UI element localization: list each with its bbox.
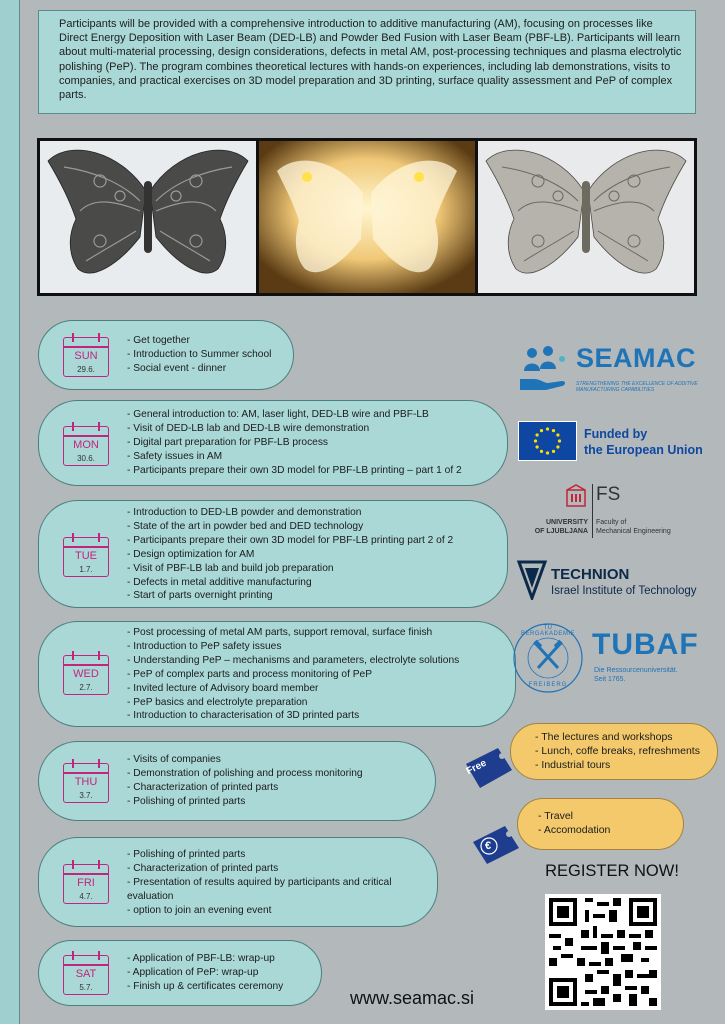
day-name: MON [73, 439, 99, 451]
technion-logo [517, 560, 717, 604]
list-item: - Presentation of results aquired by participants and critical evaluation [127, 876, 427, 904]
butterfly-photo-raw [40, 141, 256, 293]
fs-letters: FS [596, 484, 621, 505]
list-item: - Defects in metal additive manufacturing [127, 576, 453, 590]
intro-paragraph: Participants will be provided with a comprehensive introduction to additive manufacturing (AM), focusing on processes like Direct Energy Deposition with Laser Beam (DED-LB) and Powder Bed Fusion with Laser Beam (PBF-LB). Participants will learn about multi-material processing, design considerations, defects in metal AM, post-processing techniques and plasma electrolytic polishing (PeP). The program combines theoretical lectures with hands-on experiences, including lab demonstrations, visits to companies, and practical exercises on 3D model preparation and 3D printing, surface quality assessment and PeP of complex parts. [59, 18, 682, 102]
day-name: TUE [75, 550, 97, 562]
list-item: - Characterization of printed parts [127, 781, 363, 795]
list-item: - Design optimization for AM [127, 548, 453, 562]
butterfly-dark-image [40, 141, 256, 293]
costs-box [517, 798, 684, 850]
intro-text-box [38, 10, 696, 114]
calendar-icon [61, 649, 111, 695]
people-hand-icon [518, 345, 570, 393]
list-item: - Industrial tours [535, 759, 700, 773]
list-item: - Finish up & certificates ceremony [127, 980, 283, 994]
university-building-icon [564, 484, 588, 508]
day-name: SUN [74, 350, 98, 362]
list-item: - Accomodation [538, 824, 610, 838]
day-date: 3.7. [79, 791, 93, 800]
uni-line: OF LJUBLJANA [534, 528, 588, 535]
list-item: - Digital part preparation for PBF-LB process [127, 436, 462, 450]
day-card-mon [38, 400, 508, 486]
day-card-sun [38, 320, 294, 390]
website-url[interactable]: www.seamac.si [350, 988, 475, 1008]
technion-name: TECHNION [551, 566, 630, 583]
faculty-line: Faculty of [596, 519, 627, 526]
euro-price-tag-icon [467, 822, 523, 868]
tubaf-subtitle [594, 666, 678, 684]
ul-fs-logo [530, 484, 715, 544]
list-item: - Introduction to Summer school [127, 348, 271, 362]
list-item: - State of the art in powder bed and DED technology [127, 520, 453, 534]
seamac-tagline-line: MANUFACTURING CAPABILITIES [576, 387, 655, 393]
list-item: - Application of PeP: wrap-up [127, 966, 283, 980]
seamac-logo [518, 343, 718, 399]
butterfly-photo-strip [37, 138, 697, 296]
list-item: - Get together [127, 334, 271, 348]
uni-line: UNIVERSITY [545, 519, 588, 526]
technion-emblem-icon [517, 560, 547, 600]
list-item: - The lectures and workshops [535, 731, 700, 745]
list-item: - Participants prepare their own 3D model for PBF-LB printing part 2 of 2 [127, 534, 453, 548]
list-item: - Introduction to PeP safety issues [127, 640, 459, 654]
tubaf-title: TUBAF [592, 628, 699, 661]
list-item: - Introduction to DED-LB powder and demonstration [127, 506, 453, 520]
day-card-wed [38, 621, 516, 727]
left-decorative-strip [0, 0, 20, 1024]
list-item: - Polishing of printed parts [127, 795, 363, 809]
list-item: - PeP basics and electrolyte preparation [127, 696, 459, 710]
free-includes-box [510, 723, 718, 780]
day-date: 1.7. [79, 565, 93, 574]
list-item: - Participants prepare their own 3D model for PBF-LB printing – part 1 of 2 [127, 464, 462, 478]
free-tag-label: Free [464, 757, 489, 778]
list-item: - Polishing of printed parts [127, 848, 427, 862]
day-date: 4.7. [79, 892, 93, 901]
calendar-icon [61, 949, 111, 995]
seamac-tagline-line: STRENGTHENING THE EXCELLENCE OF ADDITIVE [576, 381, 698, 387]
calendar-icon [61, 858, 111, 904]
day-date: 5.7. [79, 983, 93, 992]
list-item: - General introduction to: AM, laser light, DED-LB wire and PBF-LB [127, 408, 462, 422]
day-card-sat [38, 940, 322, 1006]
list-item: - Social event - dinner [127, 362, 271, 376]
seamac-tagline [576, 381, 698, 393]
tubaf-seal-bottom: FREIBERG [528, 682, 568, 688]
tubaf-seal-top: TU BERGAKADEMIE [520, 625, 575, 637]
day-card-thu [38, 741, 436, 821]
day-name: WED [73, 668, 99, 680]
faculty-line: Mechanical Engineering [596, 528, 671, 535]
tubaf-logo [512, 622, 718, 696]
tubaf-sub-line: Die Ressourcenuniversität. [594, 667, 678, 674]
list-item: - Introduction to characterisation of 3D printed parts [127, 709, 459, 723]
faculty-name [596, 518, 671, 536]
butterfly-silver-image [478, 141, 694, 293]
butterfly-photo-glowing [259, 141, 475, 293]
technion-subtitle: Israel Institute of Technology [551, 585, 697, 597]
calendar-icon [61, 531, 111, 577]
eu-text-line: the European Union [584, 443, 703, 457]
euro-tag-label: € [485, 840, 492, 852]
eu-flag-icon [518, 421, 577, 461]
register-qr-code[interactable] [545, 894, 661, 1010]
register-heading: REGISTER NOW! [545, 862, 679, 880]
list-item: - Travel [538, 810, 610, 824]
list-item: - Application of PBF-LB: wrap-up [127, 952, 283, 966]
day-name: SAT [75, 968, 97, 980]
list-item: - Characterization of printed parts [127, 862, 427, 876]
seamac-title: SEAMAC [576, 343, 697, 373]
calendar-icon [61, 331, 111, 377]
list-item: - Invited lecture of Advisory board member [127, 682, 459, 696]
calendar-icon [61, 420, 111, 466]
day-card-tue [38, 500, 508, 608]
calendar-icon [61, 757, 111, 803]
list-item: - option to join an evening event [127, 904, 427, 918]
tubaf-sub-line: Seit 1765. [594, 676, 626, 683]
list-item: - Visit of PBF-LB lab and build job preparation [127, 562, 453, 576]
list-item: - Demonstration of polishing and process monitoring [127, 767, 363, 781]
butterfly-glowing-image [259, 141, 475, 293]
day-date: 2.7. [79, 683, 93, 692]
day-card-fri [38, 837, 438, 927]
logo-divider [592, 484, 593, 538]
eu-text-line: Funded by [584, 427, 648, 441]
butterfly-photo-polished [478, 141, 694, 293]
list-item: - Visit of DED-LB lab and DED-LB wire demonstration [127, 422, 462, 436]
list-item: - Visits of companies [127, 753, 363, 767]
list-item: - Lunch, coffe breaks, refreshments [535, 745, 700, 759]
list-item: - PeP of complex parts and process monitoring of PeP [127, 668, 459, 682]
day-date: 30.6. [77, 454, 95, 463]
day-name: THU [74, 776, 98, 788]
list-item: - Start of parts overnight printing [127, 589, 453, 603]
eu-funded-text [584, 426, 703, 458]
eu-funded-logo [518, 421, 718, 463]
university-name [530, 518, 588, 536]
list-item: - Understanding PeP – mechanisms and parameters, electrolyte solutions [127, 654, 459, 668]
list-item: - Safety issues in AM [127, 450, 462, 464]
day-name: FRI [77, 877, 95, 889]
list-item: - Post processing of metal AM parts, support removal, surface finish [127, 626, 459, 640]
day-date: 29.6. [77, 365, 95, 374]
